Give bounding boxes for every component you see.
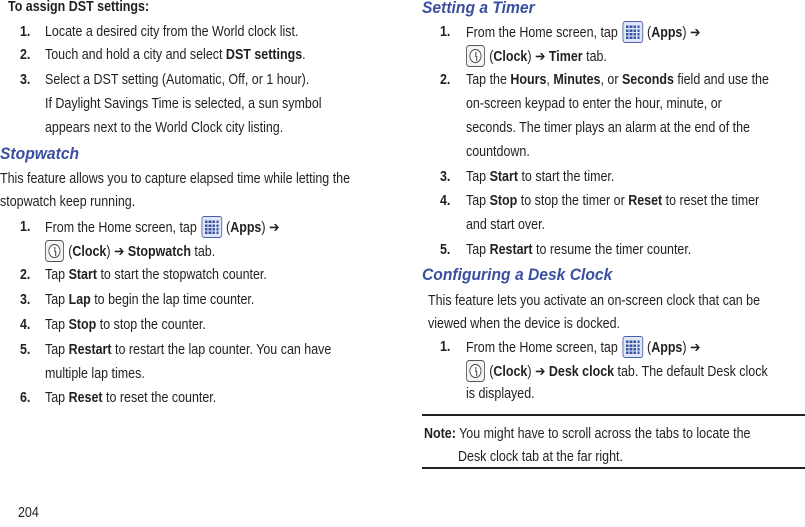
arrow-icon: ➔ [534,364,546,380]
apps-icon [622,21,643,43]
dst-step-3-line1: Select a DST setting (Automatic, Off, or 1 hour). [45,72,310,88]
timer-step-2-line2: on-screen keypad to enter the hour, minute, or [466,96,722,112]
sw-step-1-number: 1. [20,219,31,235]
apps-icon [622,336,643,358]
timer-step-4-line2: and start over. [466,217,546,233]
timer-title: Setting a Timer [422,0,535,17]
timer-step-4-line1: Tap Stop to stop the timer or Reset to reset the timer [466,193,760,209]
dst-step-1-text: Locate a desired city from the World clock list. [45,24,299,40]
stopwatch-title: Stopwatch [0,144,80,163]
sw-step-2-number: 2. [20,267,31,283]
desk-step-1-line2: (Clock) ➔ Desk clock tab. The default Desk clock [466,360,768,384]
sw-step-2-text: Tap Start to start the stopwatch counter. [45,267,267,283]
stopwatch-intro-line1: This feature allows you to capture elapsed time while letting the [0,171,351,187]
timer-step-1-line2: (Clock) ➔ Timer tab. [466,45,607,69]
timer-step-5-text: Tap Restart to resume the timer counter. [466,242,692,258]
sw-step-5-line2: multiple lap times. [45,366,145,382]
arrow-icon: ➔ [689,340,701,356]
timer-step-2-line1: Tap the Hours, Minutes, or Seconds field and use the [466,72,769,88]
dst-heading: To assign DST settings: [8,0,150,15]
sw-step-5-number: 5. [20,342,31,358]
desk-step-1-number: 1. [440,339,451,355]
clock-icon [466,360,485,382]
dst-step-3-number: 3. [20,72,31,88]
arrow-icon: ➔ [268,220,280,236]
stopwatch-intro-line2: stopwatch keep running. [0,194,136,210]
desk-intro-line1: This feature lets you activate an on-screen clock that can be [428,293,761,309]
timer-step-2-line4: countdown. [466,144,530,160]
dst-step-3-line2: If Daylight Savings Time is selected, a sun symbol [45,96,322,112]
dst-step-3-line3: appears next to the World Clock city listing. [45,120,284,136]
sw-step-6-number: 6. [20,390,31,406]
sw-step-3-text: Tap Lap to begin the lap time counter. [45,292,255,308]
sw-step-3-number: 3. [20,292,31,308]
timer-step-2-number: 2. [440,72,451,88]
arrow-icon: ➔ [689,25,701,41]
dst-step-2-text: Touch and hold a city and select DST settings. [45,47,306,63]
note-line2: Desk clock tab at the far right. [458,449,623,465]
timer-step-4-number: 4. [440,193,451,209]
timer-step-1-line1: From the Home screen, tap (Apps) ➔ [466,21,700,45]
page-number: 204 [18,505,39,521]
sw-step-6-text: Tap Reset to reset the counter. [45,390,217,406]
note-bottom-rule [422,467,805,469]
arrow-icon: ➔ [113,244,125,260]
note-top-rule [422,414,805,416]
timer-step-3-text: Tap Start to start the timer. [466,169,615,185]
sw-step-4-text: Tap Stop to stop the counter. [45,317,206,333]
desk-clock-title: Configuring a Desk Clock [422,265,613,284]
timer-step-5-number: 5. [440,242,451,258]
dst-step-1-number: 1. [20,24,31,40]
clock-icon [466,45,485,67]
clock-icon [45,240,64,262]
note-label: Note: [424,426,456,442]
timer-step-3-number: 3. [440,169,451,185]
desk-step-1-line3: is displayed. [466,386,535,402]
desk-intro-line2: viewed when the device is docked. [428,316,621,332]
sw-step-5-line1: Tap Restart to restart the lap counter. You can have [45,342,332,358]
note-line1: Note: You might have to scroll across the tabs to locate the [424,426,751,442]
sw-step-1-line1: From the Home screen, tap (Apps) ➔ [45,216,279,240]
timer-step-1-number: 1. [440,24,451,40]
sw-step-1-line2: (Clock) ➔ Stopwatch tab. [45,240,215,264]
desk-step-1-line1: From the Home screen, tap (Apps) ➔ [466,336,700,360]
sw-step-4-number: 4. [20,317,31,333]
arrow-icon: ➔ [534,49,546,65]
timer-step-2-line3: seconds. The timer plays an alarm at the end of the [466,120,750,136]
apps-icon [201,216,222,238]
dst-step-2-number: 2. [20,47,31,63]
